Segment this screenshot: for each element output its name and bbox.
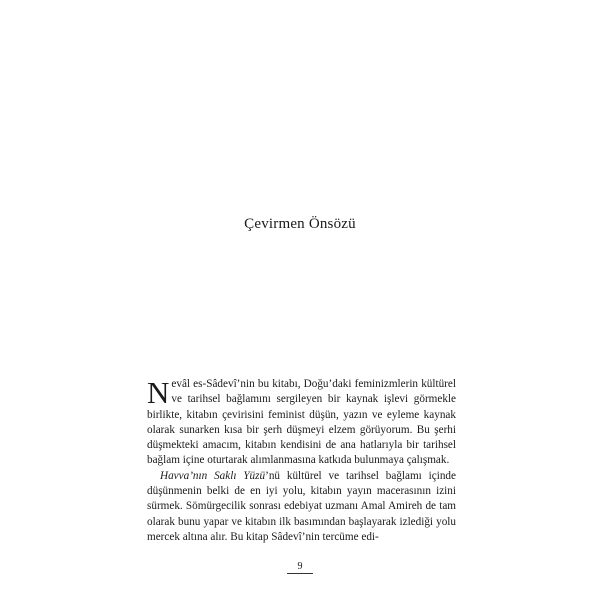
book-title-italic: Havva’nın Saklı Yüzü [160, 469, 266, 482]
drop-cap: N [147, 375, 170, 410]
chapter-title: Çevirmen Önsözü [244, 216, 356, 232]
paragraph-1 [147, 377, 456, 469]
paragraph-1-text: evâl es-Sâdevî’nin bu kitabı, Doğu’daki feminizmlerin kültürel ve tarihsel bağlamını sergileyen bir kaynak işlevi görmekle birlikte, kitabın çevirisini feminist düşün, yazın ve eyleme kaynak olarak sunarken kısa bir şerh düşmeyi elzem görüyorum. Bu şerhi düşmekteki amacım, kitabın kendisini de ana hatlarıyla bir tarihsel bağlam içine oturtarak alımlanmasına katkıda bulunmaya çalışmak. [147, 378, 456, 467]
page-number-rule [287, 573, 313, 574]
body-text [147, 377, 456, 545]
paragraph-2 [147, 469, 456, 545]
paragraph-2-text: ’nü kültürel ve tarihsel bağlamı içinde düşünmenin belki de en iyi yolu, kitabın yayın macerasının izini sürmek. Sömürgecilik sonrası edebiyat uzmanı Amal Amireh de tam olarak bunu yapar ve kitabın ilk basımından başlayarak izlediği yolu mercek altına alır. Bu kitap Sâdevî’nin tercüme edi- [147, 469, 456, 543]
page-number: 9 [297, 561, 303, 572]
